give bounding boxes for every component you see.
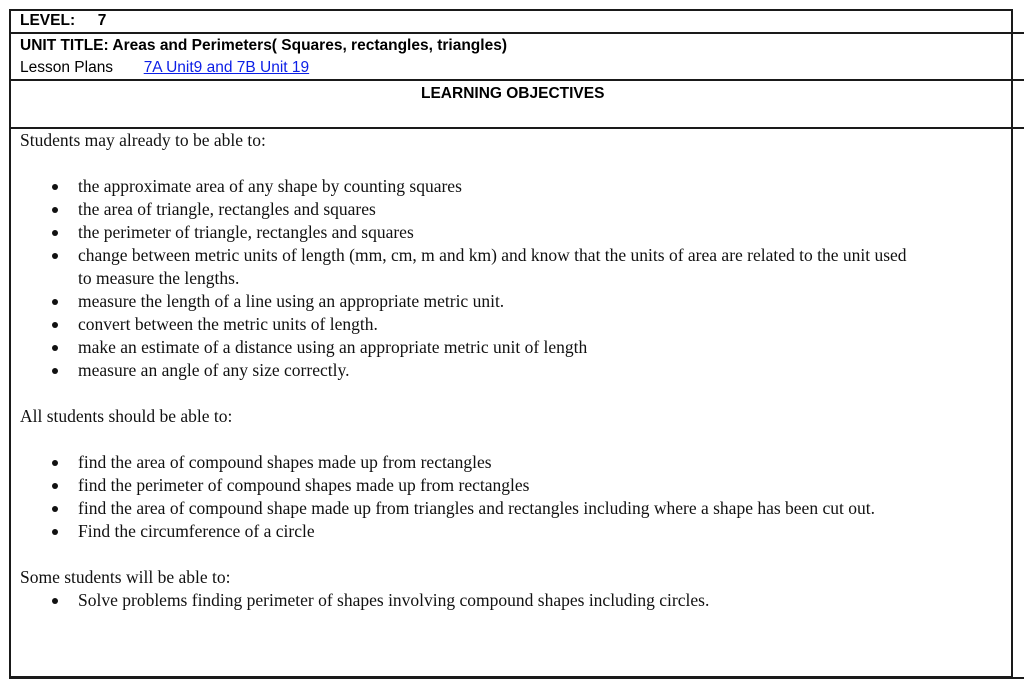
lesson-plans-label: Lesson Plans bbox=[20, 59, 114, 76]
section-intro: Students may already to be able to: bbox=[20, 130, 266, 150]
lesson-plans-row bbox=[20, 59, 309, 77]
bullet-icon bbox=[52, 207, 58, 213]
bullet-icon bbox=[52, 253, 58, 259]
row-divider bbox=[9, 79, 1024, 81]
bullet-icon bbox=[52, 483, 58, 489]
table-bottom-border bbox=[9, 677, 1024, 679]
level-label: LEVEL: bbox=[20, 12, 76, 29]
row-divider bbox=[9, 32, 1024, 34]
bullet-icon bbox=[52, 529, 58, 535]
bullet-icon bbox=[52, 345, 58, 351]
level-value: 7 bbox=[97, 12, 107, 29]
unit-title-row bbox=[20, 37, 507, 55]
bullet-icon bbox=[52, 506, 58, 512]
unit-title-label: UNIT TITLE: bbox=[20, 37, 109, 54]
section-intro: All students should be able to: bbox=[20, 406, 233, 426]
bullet-icon bbox=[52, 598, 58, 604]
lesson-plans-link[interactable]: 7A Unit9 and 7B Unit 19 bbox=[143, 59, 310, 76]
level-row bbox=[20, 12, 106, 30]
unit-title-value: Areas and Perimeters( Squares, rectangles, triangles) bbox=[112, 37, 507, 54]
bullet-icon bbox=[52, 460, 58, 466]
learning-objectives-title: LEARNING OBJECTIVES bbox=[421, 85, 605, 102]
bullet-icon bbox=[52, 368, 58, 374]
section-intro: Some students will be able to: bbox=[20, 567, 231, 587]
bullet-icon bbox=[52, 230, 58, 236]
bullet-icon bbox=[52, 322, 58, 328]
bullet-icon bbox=[52, 184, 58, 190]
bullet-icon bbox=[52, 299, 58, 305]
